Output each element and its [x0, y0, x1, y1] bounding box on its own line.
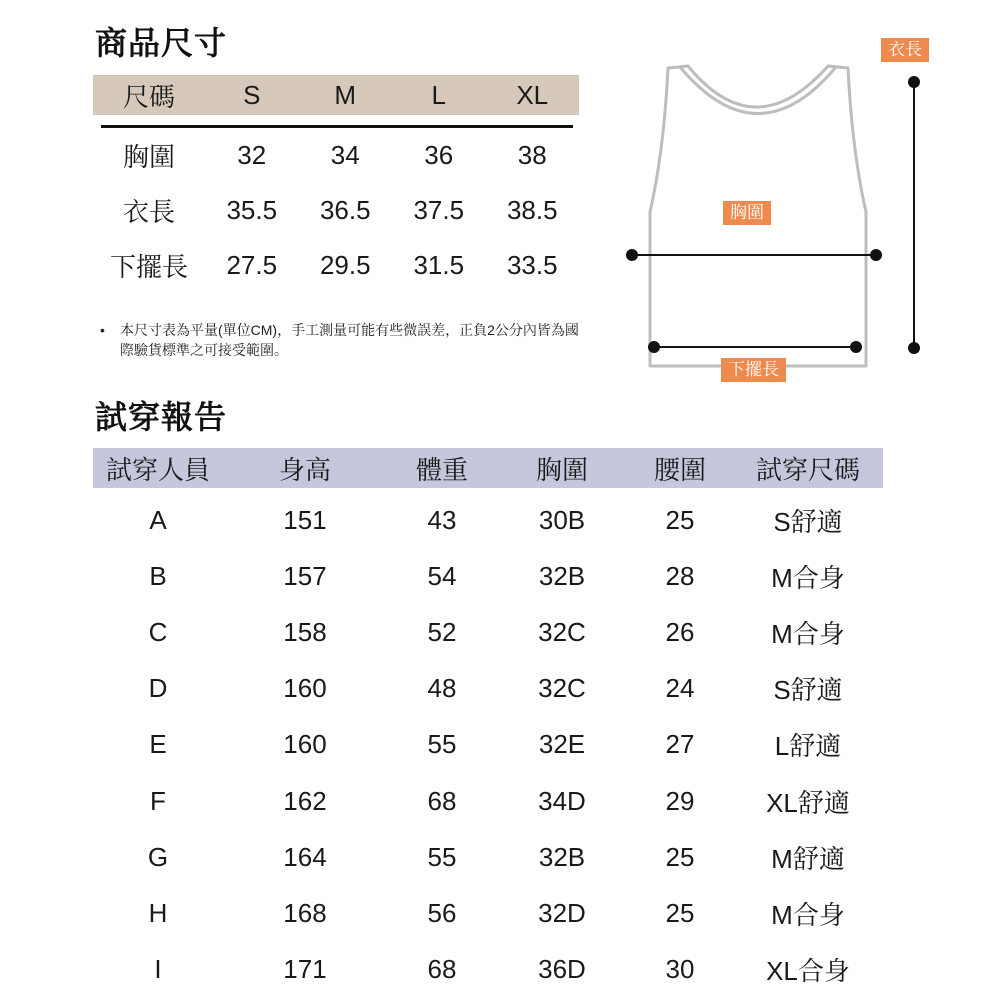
length-tag: 衣長	[881, 38, 929, 62]
try-section-title: 試穿報告	[95, 399, 228, 435]
tester-name: C	[148, 616, 168, 647]
height-cell: 157	[283, 560, 327, 591]
weight-cell: 43	[427, 504, 457, 535]
bust-cell: 32C	[538, 673, 586, 704]
fit-size-cell: M合身	[771, 899, 845, 930]
height-cell: 158	[283, 616, 327, 647]
tester-name: D	[148, 673, 168, 704]
weight-cell: 56	[427, 897, 457, 928]
table-row	[93, 238, 579, 293]
fit-size-cell: L舒適	[774, 731, 842, 762]
waist-cell: 24	[665, 673, 695, 704]
size-note-text: 本尺寸表為平量(單位CM)，手工測量可能有些微誤差，正負2公分內皆為國際驗貨標準之可接受範圍。	[120, 322, 579, 358]
tank-top-outline-icon	[610, 30, 970, 390]
try-header-cell: 試穿人員	[105, 454, 210, 485]
size-section-title: 商品尺寸	[95, 25, 228, 61]
size-row-label: 胸圍	[122, 142, 175, 172]
tester-name: B	[149, 560, 167, 591]
try-header-cell: 胸圍	[535, 454, 588, 485]
try-header-cell: 體重	[415, 454, 468, 485]
size-cell: 31.5	[413, 250, 465, 280]
fit-size-cell: M合身	[771, 618, 845, 649]
waist-cell: 25	[665, 897, 695, 928]
size-cell: 34	[330, 140, 360, 170]
weight-cell: 55	[427, 841, 457, 872]
size-cell: 38.5	[506, 195, 558, 225]
table-row	[93, 604, 883, 660]
weight-cell: 68	[427, 785, 457, 816]
size-cell: 35.5	[226, 195, 278, 225]
tester-name: A	[149, 504, 167, 535]
table-row	[93, 661, 883, 717]
bust-cell: 32D	[538, 897, 586, 928]
bust-cell: 32C	[538, 616, 586, 647]
weight-cell: 55	[427, 729, 457, 760]
size-cell: 29.5	[319, 250, 371, 280]
weight-cell: 68	[427, 954, 457, 985]
size-row-label: 衣長	[122, 197, 175, 227]
try-table-body	[93, 492, 883, 998]
fit-size-cell: XL合身	[766, 956, 850, 987]
height-cell: 162	[283, 785, 327, 816]
size-table	[93, 75, 579, 293]
size-header-cell: S	[243, 79, 261, 110]
table-row	[93, 773, 883, 829]
tester-name: I	[154, 954, 162, 985]
hem-tag: 下擺長	[721, 358, 786, 382]
bust-cell: 30B	[538, 504, 586, 535]
tester-name: G	[147, 841, 169, 872]
fit-size-cell: M舒適	[771, 843, 845, 874]
try-header-cell: 試穿尺碼	[755, 454, 860, 485]
table-row	[93, 942, 883, 998]
bust-cell: 34D	[538, 785, 586, 816]
size-table-body	[93, 128, 579, 293]
garment-diagram	[610, 30, 970, 390]
weight-cell: 52	[427, 616, 457, 647]
size-header-cell: M	[334, 79, 357, 110]
fit-size-cell: S舒適	[773, 675, 843, 706]
height-cell: 164	[283, 841, 327, 872]
try-header-cell: 身高	[278, 454, 331, 485]
table-row	[93, 128, 579, 183]
size-cell: 37.5	[413, 195, 465, 225]
fit-size-cell: XL舒適	[766, 787, 850, 818]
size-header-cell: L	[431, 79, 446, 110]
bust-cell: 32B	[538, 560, 586, 591]
height-cell: 151	[283, 504, 327, 535]
waist-cell: 29	[665, 785, 695, 816]
bust-cell: 32E	[538, 729, 586, 760]
size-note	[100, 320, 590, 360]
bust-cell: 32B	[538, 841, 586, 872]
size-cell: 38	[517, 140, 547, 170]
bullet-icon: •	[100, 322, 105, 338]
fit-size-cell: M合身	[771, 562, 845, 593]
size-table-header	[93, 75, 579, 115]
table-row	[93, 492, 883, 548]
table-row	[93, 885, 883, 941]
waist-cell: 26	[665, 616, 695, 647]
size-header-cell: 尺碼	[122, 81, 175, 112]
table-row	[93, 548, 883, 604]
weight-cell: 48	[427, 673, 457, 704]
table-row	[93, 183, 579, 238]
waist-cell: 25	[665, 841, 695, 872]
fit-size-cell: S舒適	[773, 506, 843, 537]
chest-tag: 胸圍	[723, 201, 771, 225]
weight-cell: 54	[427, 560, 457, 591]
try-table	[93, 448, 883, 998]
size-cell: 36	[424, 140, 454, 170]
tester-name: H	[148, 897, 168, 928]
waist-cell: 30	[665, 954, 695, 985]
size-cell: 32	[237, 140, 267, 170]
size-cell: 33.5	[506, 250, 558, 280]
bust-cell: 36D	[538, 954, 586, 985]
waist-cell: 25	[665, 504, 695, 535]
height-cell: 171	[283, 954, 327, 985]
height-cell: 160	[283, 729, 327, 760]
tester-name: F	[150, 785, 166, 816]
waist-cell: 28	[665, 560, 695, 591]
height-cell: 168	[283, 897, 327, 928]
try-header-cell: 腰圍	[653, 454, 706, 485]
table-row	[93, 829, 883, 885]
size-cell: 36.5	[319, 195, 371, 225]
try-table-header	[93, 448, 883, 488]
waist-cell: 27	[665, 729, 695, 760]
size-cell: 27.5	[226, 250, 278, 280]
size-header-cell: XL	[516, 79, 549, 110]
tester-name: E	[149, 729, 167, 760]
table-row	[93, 717, 883, 773]
height-cell: 160	[283, 673, 327, 704]
size-row-label: 下擺長	[109, 252, 188, 282]
